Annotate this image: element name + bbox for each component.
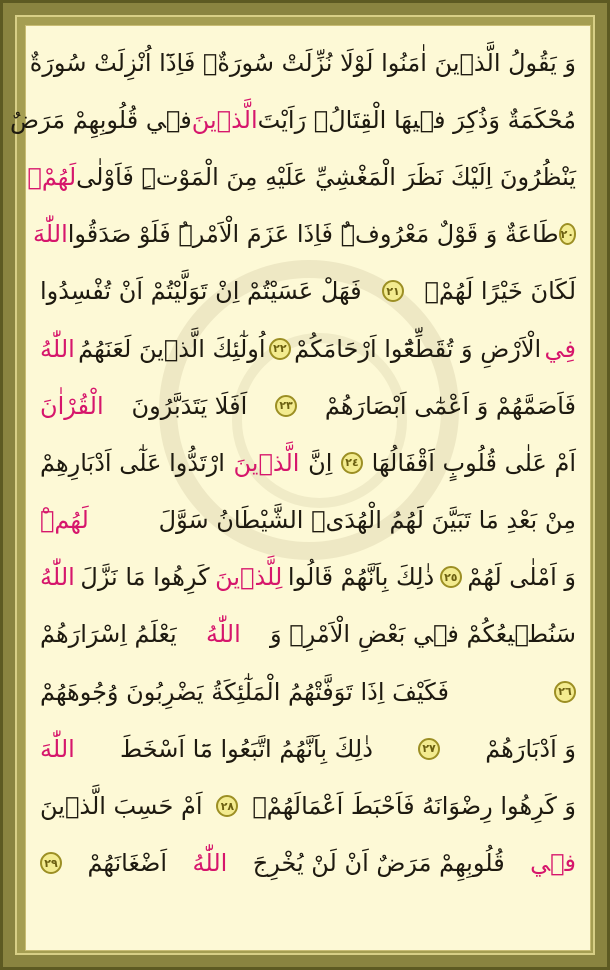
verse-text: الْاَرْضِ وَ تُقَطِّعُٓوا اَرْحَامَكُمْ — [294, 334, 542, 363]
ayah-number-marker: ٢٠ — [559, 223, 576, 245]
verse-text: قُلُوبِهِمْ مَرَضٌ اَنْ لَنْ يُخْرِجَ — [252, 849, 505, 878]
verse-text: وَ كَرِهُوا رِضْوَانَهُ فَاَحْبَطَ اَعْمَالَهُمْ۟ — [252, 792, 576, 821]
text-line — [40, 835, 576, 892]
verse-text: اُولٰٓئِكَ الَّذ۪ينَ لَعَنَهُمُ — [78, 334, 266, 363]
verse-text: فَهَلْ عَسَيْتُمْ اِنْ تَوَلَّيْتُمْ اَنْ تُفْسِدُوا — [40, 277, 362, 306]
highlighted-word: ف۪ي — [530, 849, 576, 878]
text-line — [40, 606, 576, 663]
text-line — [40, 663, 576, 720]
verse-text: اَمْ حَسِبَ الَّذ۪ينَ — [40, 792, 203, 821]
verse-text: كَرِهُوا مَا نَزَّلَ — [80, 563, 210, 592]
highlighted-word: لِلَّذ۪ينَ — [215, 563, 283, 592]
verse-text: اَضْغَانَهُمْ — [87, 849, 168, 878]
verse-text: يَنْظُرُونَ اِلَيْكَ نَظَرَ الْمَغْشِيِّ عَلَيْهِ مِنَ الْمَوْتِۜ فَاَوْلٰى — [76, 162, 576, 191]
highlighted-word: لَهُمْۚ — [27, 162, 77, 191]
ayah-number-marker: ٢٤ — [341, 452, 363, 474]
verse-text: سَنُط۪يعُكُمْ ف۪ي بَعْضِ الْاَمْرِۚ وَ — [270, 620, 576, 649]
text-line — [40, 434, 576, 491]
highlighted-word: فِي — [544, 334, 576, 363]
verse-text: اَفَلَا يَتَدَبَّرُونَ — [131, 391, 248, 420]
highlighted-word: اللّٰهُ — [192, 849, 228, 878]
text-line — [29, 34, 576, 91]
ayah-number-marker: ٢٩ — [40, 852, 62, 874]
verse-text: مُحْكَمَةٌ وَذُكِرَ ف۪يهَا الْقِتَالُۙ رَاَيْتَ — [257, 105, 576, 134]
verse-text: وَ يَقُولُ الَّذ۪ينَ اٰمَنُوا لَوْلَا نُزِّلَتْ سُورَةٌۚ فَاِذَٓا اُنْزِلَتْ سُورَةٌ — [29, 48, 576, 77]
text-line — [40, 720, 576, 777]
text-line — [9, 91, 576, 148]
verse-text: ذٰلِكَ بِاَنَّهُمُ اتَّبَعُوا مَٓا اَسْخَطَ — [119, 734, 373, 763]
text-line — [40, 777, 576, 834]
verse-text: يَعْلَمُ اِسْرَارَهُمْ — [40, 620, 177, 649]
highlighted-word: الْقُرْاٰنَ — [40, 391, 104, 420]
quran-page — [9, 25, 591, 951]
verse-text: طَاعَةٌ وَ قَوْلٌ مَعْرُوفٌۜ فَاِذَا عَزَمَ الْاَمْرُۜ فَلَوْ صَدَقُوا — [67, 220, 559, 249]
verse-text: ذٰلِكَ بِاَنَّهُمْ قَالُوا — [287, 563, 435, 592]
text-line — [32, 206, 576, 263]
verse-text: وَ اَمْلٰى لَهُمْ — [467, 563, 576, 592]
highlighted-word: اللّٰهُ — [205, 620, 241, 649]
highlighted-word: الَّذ۪ينَ — [191, 105, 258, 134]
text-line — [40, 492, 576, 549]
highlighted-word: اللّٰهُ — [40, 334, 75, 363]
highlighted-word: اللّٰهَ — [32, 220, 68, 249]
highlighted-word: لَهُمْۜ — [40, 506, 89, 535]
text-line — [27, 148, 576, 205]
ayah-number-marker: ٢٢ — [269, 338, 291, 360]
text-line — [40, 377, 576, 434]
highlighted-word: اللّٰهَ — [40, 734, 75, 763]
verse-text: ارْتَدُّوا عَلٰٓى اَدْبَارِهِمْ — [40, 448, 225, 477]
verse-text: اَمْ عَلٰى قُلُوبٍ اَقْفَالُهَا — [371, 448, 576, 477]
verse-text: مِنْ بَعْدِ مَا تَبَيَّنَ لَهُمُ الْهُدَىۙ الشَّيْطَانُ سَوَّلَ — [158, 506, 576, 535]
text-line — [40, 263, 576, 320]
ayah-number-marker: ٢٥ — [440, 566, 462, 588]
highlighted-word: الَّذ۪ينَ — [233, 448, 300, 477]
ayah-number-marker: ٢٨ — [216, 795, 238, 817]
text-line — [40, 320, 576, 377]
verse-text: فَاَصَمَّهُمْ وَ اَعْمٰٓى اَبْصَارَهُمْ — [324, 391, 576, 420]
ayah-number-marker: ٢٦ — [554, 681, 576, 703]
ayah-number-marker: ٢٧ — [418, 738, 440, 760]
text-line — [40, 549, 576, 606]
verse-text: فَكَيْفَ اِذَا تَوَفَّتْهُمُ الْمَلٰٓئِكَةُ يَضْرِبُونَ وُجُوهَهُمْ — [40, 677, 449, 706]
ayah-number-marker: ٢٣ — [275, 395, 297, 417]
highlighted-word: اللّٰهُ — [40, 563, 75, 592]
ayah-number-marker: ٢١ — [382, 280, 404, 302]
verse-text: لَكَانَ خَيْرًا لَهُمْۚ — [424, 277, 576, 306]
verse-text: اِنَّ — [308, 448, 333, 477]
verse-text: ف۪ي قُلُوبِهِمْ مَرَضٌ — [9, 105, 192, 134]
text-lines — [9, 34, 576, 892]
verse-text: وَ اَدْبَارَهُمْ — [485, 734, 576, 763]
